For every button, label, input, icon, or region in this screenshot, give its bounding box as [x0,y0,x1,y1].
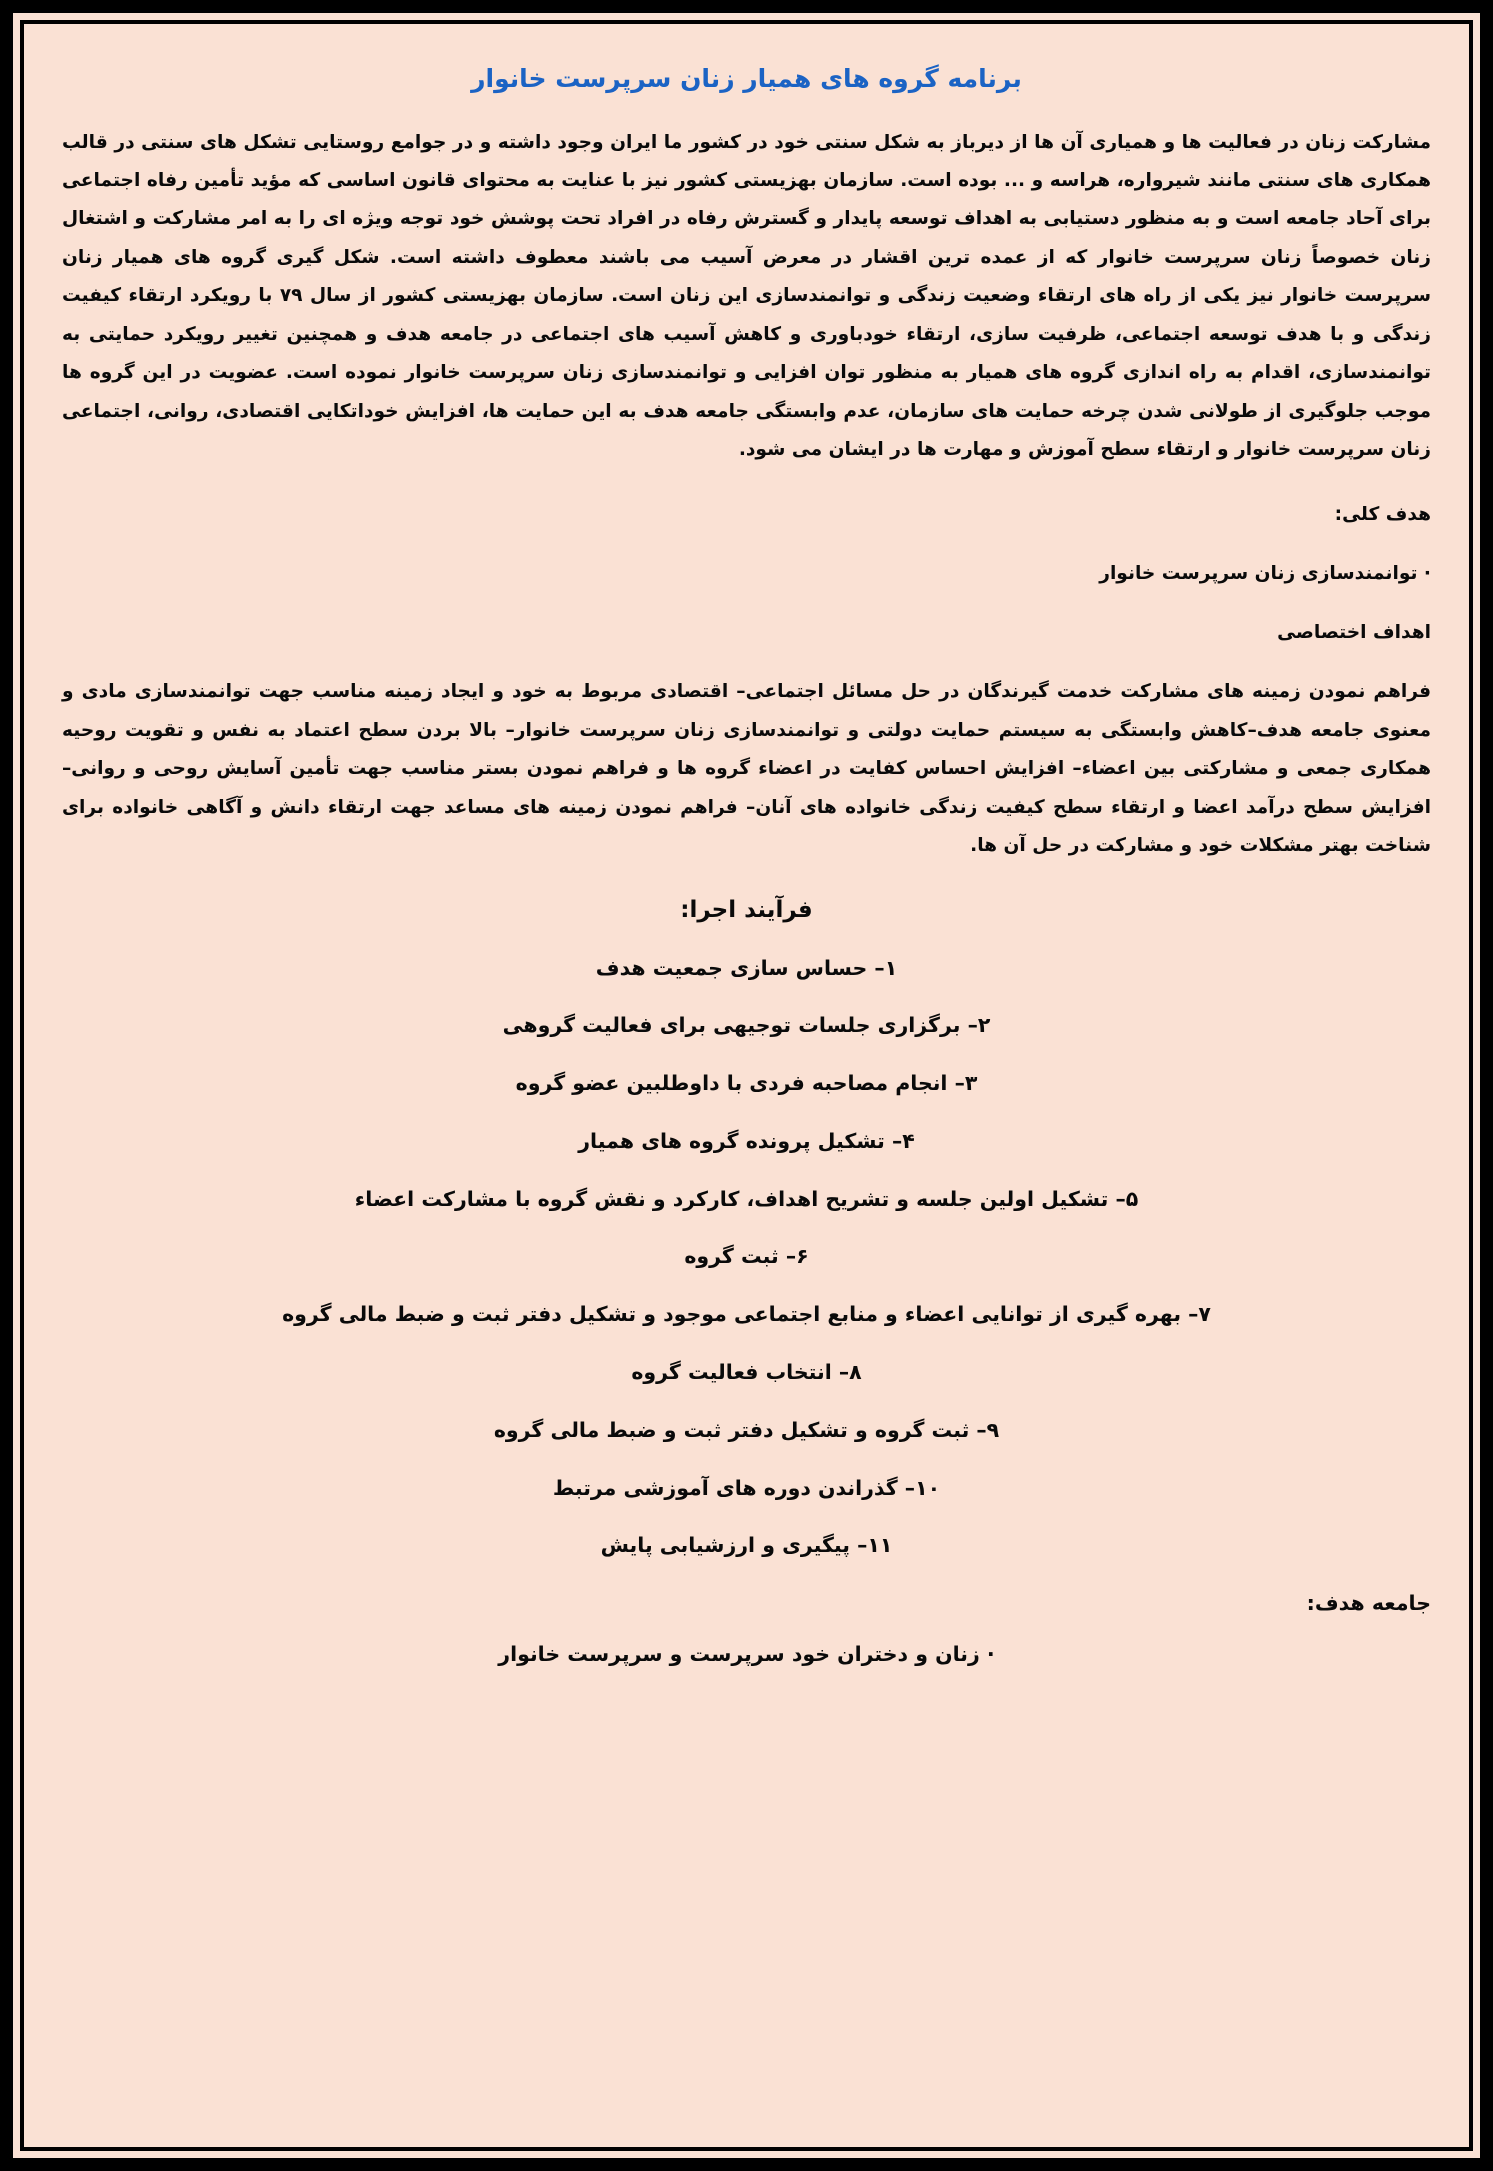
process-step: ۸– انتخاب فعالیت گروه [631,1360,862,1384]
general-goal-heading: هدف کلی: [1334,503,1431,525]
document-inner-border [20,20,1473,2151]
intro-paragraph: مشارکت زنان در فعالیت ها و همیاری آن ها از دیرباز به شکل سنتی خود در کشور ما ایران وجود داشته و در جوامع روستایی تشکل های سنتی در قالب همکاری های سنتی مانند شیرواره، هراسه و ... بوده است. سازمان بهزیستی کشور نیز با عنایت به محتوای قانون اساسی که مؤید تأمین رفاه اجتماعی برای آحاد جامعه است و به منظور دستیابی به اهداف توسعه پایدار و گسترش رفاه در افراد تحت پوشش خود توجه ویژه ای را به امر مشارکت و اشتغال زنان خصوصاً زنان سرپرست خانوار که از عمده ترین اقشار در معرض آسیب می باشند معطوف داشته است. شکل گیری گروه های همیار زنان سرپرست خانوار نیز یکی از راه های ارتقاء وضعیت زندگی و توانمندسازی این زنان است. سازمان بهزیستی کشور از سال ۷۹ با رویکرد ارتقاء کیفیت زندگی و با هدف توسعه اجتماعی، ظرفیت سازی، ارتقاء خودباوری و کاهش آسیب های اجتماعی در جامعه هدف و همچنین تغییر رویکرد حمایتی به توانمندسازی، اقدام به راه اندازی گروه های همیار به منظور توان افزایی و توانمندسازی زنان سرپرست خانوار نموده است. عضویت در این گروه ها موجب جلوگیری از طولانی شدن چرخه حمایت های سازمان، عدم وابستگی جامعه هدف به این حمایت ها، افزایش خوداتکایی اقتصادی، روانی، اجتماعی زنان سرپرست خانوار و ارتقاء سطح آموزش و مهارت ها در ایشان می شود. [62,131,1431,461]
target-group-heading: جامعه هدف: [1306,1591,1431,1616]
process-step: ۳– انجام مصاحبه فردی با داوطلبین عضو گروه [515,1071,978,1096]
process-section-title: فرآیند اجرا: [680,896,813,923]
process-step: ۱– حساس سازی جمعیت هدف [595,955,898,980]
process-step: ۷– بهره گیری از توانایی اعضاء و منابع اجتماعی موجود و تشکیل دفتر ثبت و ضبط مالی گروه [282,1302,1211,1327]
process-step: ۲– برگزاری جلسات توجیهی برای فعالیت گروهی [502,1013,991,1038]
page-title: برنامه گروه های همیار زنان سرپرست خانوار [471,64,1022,93]
process-step: ۹– ثبت گروه و تشکیل دفتر ثبت و ضبط مالی گروه [493,1417,1000,1442]
process-step: ۱۱– پیگیری و ارزشیابی پایش [600,1533,893,1558]
general-goal-bullet: · توانمندسازی زنان سرپرست خانوار [1099,563,1431,585]
process-step: ۴– تشکیل پرونده گروه های همیار [578,1128,915,1153]
specific-goals-heading: اهداف اختصاصی [1277,622,1431,644]
specific-goals-paragraph: فراهم نمودن زمینه های مشارکت خدمت گیرندگان در حل مسائل اجتماعی– اقتصادی مربوط به خود و ایجاد زمینه مناسب جهت توانمندسازی مادی و معنوی جامعه هدف–کاهش وابستگی به سیستم حمایت دولتی و توانمندسازی زنان سرپرست خانوار– بالا بردن سطح اعتماد به نفس و تقویت روحیه همکاری جمعی و مشارکتی بین اعضاء– افزایش احساس کفایت در اعضاء گروه ها و فراهم نمودن بستر مناسب جهت تأمین آسایش روحی و روانی– افزایش سطح درآمد اعضا و ارتقاء سطح کیفیت زندگی خانواده های آنان– فراهم نمودن زمینه های مساعد جهت ارتقاء دانش و آگاهی خانواده برای شناخت بهتر مشکلات خود و مشارکت در حل آن ها. [62,681,1431,857]
process-step: ۵– تشکیل اولین جلسه و تشریح اهداف، کارکرد و نقش گروه با مشارکت اعضاء [354,1186,1139,1211]
target-group-bullet: · زنان و دختران خود سرپرست و سرپرست خانوار [498,1641,995,1666]
document-border-gap [13,13,1480,2158]
document-content [24,24,1469,2147]
process-step: ۶– ثبت گروه [684,1244,809,1269]
process-step: ۱۰– گذراندن دوره های آموزشی مرتبط [552,1475,941,1500]
